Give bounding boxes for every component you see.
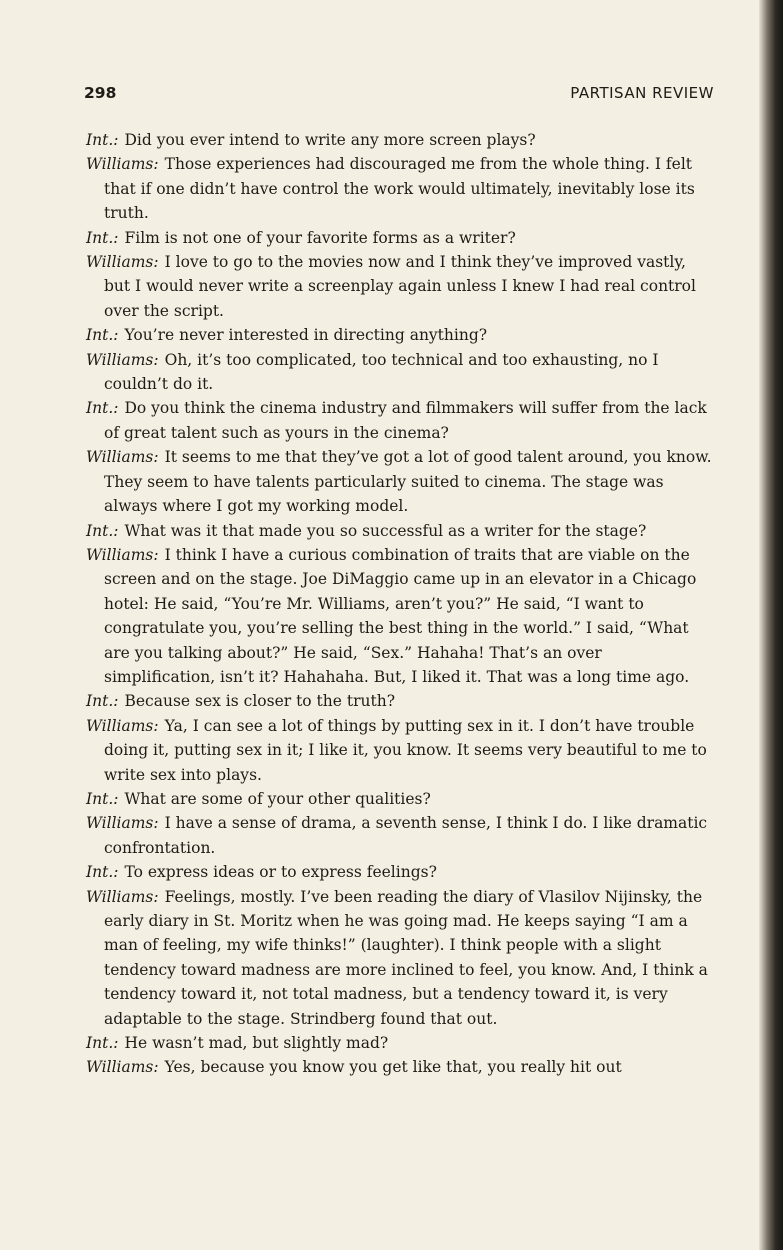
- speaker-label: Williams:: [86, 1058, 159, 1077]
- exchange-text: Ya, I can see a lot of things by putting sex in it. I don’t have trouble doing it, putting sex in it; I like it, you know. It seems very beautiful to me to write sex into plays.: [104, 716, 707, 784]
- exchange-text: He wasn’t mad, but slightly mad?: [124, 1034, 389, 1053]
- exchange-text: Do you think the cinema industry and filmmakers will suffer from the lack of great talent such as yours in the cinema?: [104, 399, 707, 442]
- speaker-label: Int.:: [86, 863, 119, 882]
- interview-exchange: [86, 714, 714, 787]
- exchange-text: Film is not one of your favorite forms as a writer?: [124, 228, 516, 247]
- interview-exchange: [86, 348, 714, 397]
- exchange-text: I have a sense of drama, a seventh sense, I think I do. I like dramatic confrontation.: [104, 814, 708, 857]
- interview-exchange: [86, 396, 714, 445]
- interview-exchange: [86, 128, 714, 152]
- interview-exchange: [86, 152, 714, 225]
- exchange-text: Did you ever intend to write any more screen plays?: [124, 131, 536, 149]
- interview-exchange: [86, 226, 714, 250]
- interview-exchange: [86, 860, 714, 884]
- speaker-label: Int.:: [86, 228, 119, 247]
- interview-exchange: [86, 1031, 714, 1055]
- interview-exchange: [86, 787, 714, 811]
- speaker-label: Int.:: [86, 1034, 119, 1053]
- interview-exchange: [86, 445, 714, 518]
- exchange-text: I love to go to the movies now and I think they’ve improved vastly, but I would never write a screenplay again unless I knew I had real control over the script.: [104, 253, 696, 320]
- journal-title: PARTISAN REVIEW: [570, 84, 714, 102]
- speaker-label: Williams:: [86, 448, 159, 467]
- speaker-label: Williams:: [86, 350, 159, 369]
- exchange-text: Oh, it’s too complicated, too technical and too exhausting, no I couldn’t do it.: [104, 350, 659, 394]
- speaker-label: Int.:: [86, 692, 119, 711]
- interview-exchange: [86, 323, 714, 347]
- exchange-text: Feelings, mostly. I’ve been reading the diary of Vlasilov Nijinsky, the early diary in St. Moritz when he was going mad. He keeps saying “I am a man of feeling, my wife thinks!” (laughter). I think people with a slight tendency toward madness are more inclined to feel, you know. And, I think a tendency toward it, not total madness, but a tendency toward it, is very adaptable to the stage. Strindberg found that out.: [104, 887, 708, 1028]
- interview-exchange: [86, 543, 714, 689]
- exchange-text: What was it that made you so successful as a writer for the stage?: [124, 521, 647, 540]
- interview-exchange: [86, 885, 714, 1031]
- interview-exchange: [86, 689, 714, 713]
- speaker-label: Williams:: [86, 814, 159, 833]
- interview-body: [86, 128, 714, 1080]
- exchange-text: Those experiences had discouraged me from the whole thing. I felt that if one didn’t have control the work would ultimately, inevitably lose its truth.: [104, 155, 695, 223]
- exchange-text: Yes, because you know you get like that, you really hit out: [164, 1058, 622, 1077]
- page-number: 298: [84, 84, 117, 102]
- interview-exchange: [86, 519, 714, 543]
- interview-exchange: [86, 1055, 714, 1079]
- interview-exchange: [86, 811, 714, 860]
- speaker-label: Int.:: [86, 521, 119, 540]
- page-edge-shadow: [759, 0, 783, 1250]
- exchange-text: I think I have a curious combination of traits that are viable on the screen and on the stage. Joe DiMaggio came up in an elevator in a Chicago hotel: He said, “You’re Mr. Williams, aren’t you?” He said, “I want to congratulate you, you’re selling the best thing in the world.” I said, “What are you talking about?” He said, “Sex.” Hahaha! That’s an over simplification, isn’t it? Hahahaha. But, I liked it. That was a long time ago.: [104, 545, 697, 686]
- speaker-label: Williams:: [86, 155, 159, 174]
- speaker-label: Int.:: [86, 789, 119, 808]
- speaker-label: Williams:: [86, 253, 159, 272]
- exchange-text: What are some of your other qualities?: [124, 789, 431, 808]
- exchange-text: It seems to me that they’ve got a lot of good talent around, you know. They seem to have talents particularly suited to cinema. The stage was always where I got my working model.: [104, 448, 712, 516]
- interview-exchange: [86, 250, 714, 323]
- speaker-label: Williams:: [86, 887, 159, 906]
- exchange-text: You’re never interested in directing anything?: [124, 326, 488, 345]
- running-head: [84, 84, 714, 106]
- exchange-text: To express ideas or to express feelings?: [124, 863, 437, 882]
- speaker-label: Int.:: [86, 131, 119, 149]
- exchange-text: Because sex is closer to the truth?: [124, 692, 396, 711]
- speaker-label: Williams:: [86, 716, 159, 735]
- speaker-label: Int.:: [86, 326, 119, 345]
- speaker-label: Williams:: [86, 545, 159, 564]
- speaker-label: Int.:: [86, 399, 119, 418]
